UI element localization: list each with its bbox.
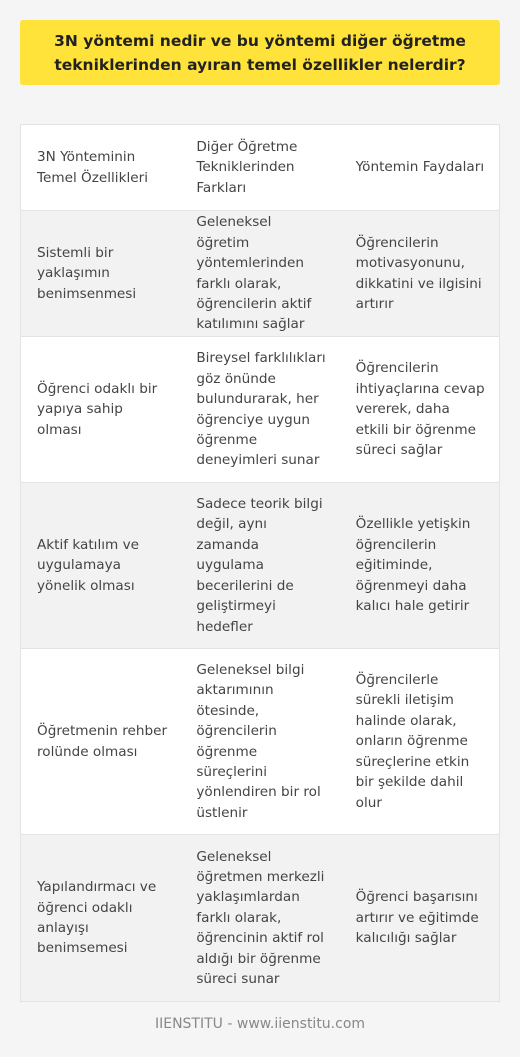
table-header-cell: Diğer Öğretme Tekniklerinden Farkları bbox=[196, 138, 298, 196]
table-cell: Geleneksel öğretmen merkezli yaklaşımlardan farklı olarak, öğrencinin aktif rol aldığı bir öğrenme süreci sunar bbox=[196, 848, 325, 988]
table-header-row bbox=[21, 125, 499, 211]
table-cell: Öğrenci odaklı bir yapıya sahip olması bbox=[37, 380, 158, 438]
table-cell: Öğrenci başarısını artırır ve eğitimde kalıcılığı sağlar bbox=[355, 889, 479, 947]
title-banner bbox=[20, 20, 500, 85]
table-cell: Öğrencilerin ihtiyaçlarına cevap vererek, daha etkili bir öğrenme süreci sağlar bbox=[355, 360, 485, 459]
page-title: 3N yöntemi nedir ve bu yöntemi diğer öğretme tekniklerinden ayıran temel özellikler nelerdir? bbox=[54, 31, 466, 74]
table-row bbox=[21, 835, 499, 1001]
table-cell: Özellikle yetişkin öğrencilerin eğitiminde, öğrenmeyi daha kalıcı hale getirir bbox=[355, 516, 471, 615]
table-cell: Öğrencilerle sürekli iletişim halinde olarak, onların öğrenme süreçlerine etkin bir şekilde dahil olur bbox=[355, 672, 470, 811]
table-cell: Yapılandırmacı ve öğrenci odaklı anlayışı benimsemesi bbox=[37, 879, 157, 957]
table-header-cell: 3N Yönteminin Temel Özellikleri bbox=[37, 149, 148, 186]
table-cell: Sadece teorik bilgi değil, aynı zamanda uygulama becerilerini de geliştirmeyi hedefler bbox=[196, 496, 323, 635]
comparison-table bbox=[20, 124, 500, 1002]
table-cell: Geleneksel bilgi aktarımının ötesinde, öğrencilerin öğrenme süreçlerini yönlendiren bir rol üstlenir bbox=[196, 661, 321, 821]
table-cell: Bireysel farklılıkları göz önünde bulundurarak, her öğrenciye uygun öğrenme deneyimleri sunar bbox=[196, 350, 326, 469]
table-cell: Geleneksel öğretim yöntemlerinden farklı olarak, öğrencilerin aktif katılımını sağlar bbox=[196, 214, 312, 333]
table-cell: Aktif katılım ve uygulamaya yönelik olması bbox=[37, 536, 139, 594]
table-cell: Öğretmenin rehber rolünde olması bbox=[37, 723, 168, 760]
table-cell: Öğrencilerin motivasyonunu, dikkatini ve ilgisini artırır bbox=[355, 234, 482, 312]
table-row bbox=[21, 337, 499, 483]
table-row bbox=[21, 211, 499, 337]
footer-credit: IIENSTITU - www.iienstitu.com bbox=[154, 1016, 366, 1032]
table-row bbox=[21, 649, 499, 835]
table-header-cell: Yöntemin Faydaları bbox=[355, 159, 485, 176]
table-row bbox=[21, 483, 499, 649]
table-cell: Sistemli bir yaklaşımın benimsenmesi bbox=[37, 244, 137, 302]
